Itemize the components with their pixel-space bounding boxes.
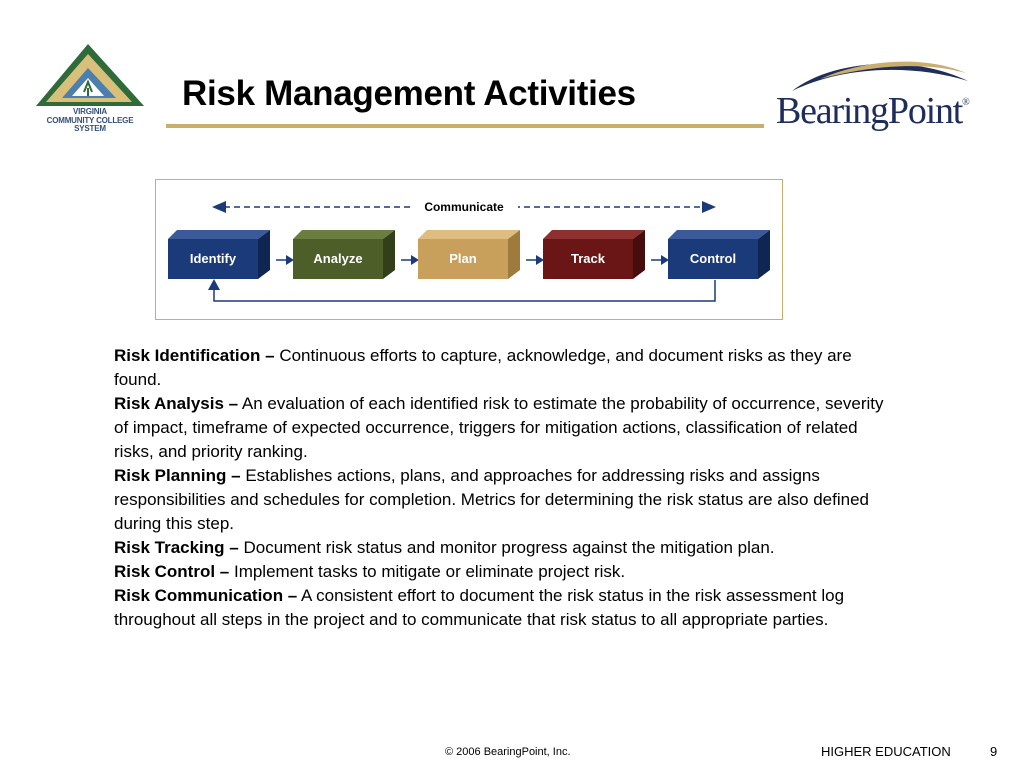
definition-tracking (114, 536, 884, 560)
feedback-loop-line (214, 280, 715, 301)
title-underline (166, 124, 764, 128)
definition-term: Risk Tracking – (114, 538, 239, 557)
step-label: Plan (418, 239, 508, 279)
step-plan (418, 230, 508, 279)
step-analyze (293, 230, 383, 279)
step-label: Track (543, 239, 633, 279)
definition-text: Establishes actions, plans, and approaches for addressing risks and assigns responsibilities and schedules for completion. Metrics for determining the risk status are also defined during this step. (114, 466, 869, 533)
definition-text: Implement tasks to mitigate or eliminate project risk. (229, 562, 626, 581)
bearingpoint-wordmark: BearingPoint® (776, 90, 970, 132)
vccs-logo (28, 42, 152, 144)
footer-section: HIGHER EDUCATION (821, 744, 951, 759)
footer-copyright: © 2006 BearingPoint, Inc. (445, 746, 571, 758)
definition-text: Continuous efforts to capture, acknowledge, and document risks as they are found. (114, 346, 852, 389)
definition-analysis (114, 392, 884, 464)
risk-process-diagram (155, 179, 783, 320)
definition-term: Risk Communication – (114, 586, 298, 605)
definition-text: An evaluation of each identified risk to estimate the probability of occurrence, severity of impact, timeframe of expected occurrence, triggers for mitigation actions, classification of related risks, and priority ranking. (114, 394, 884, 461)
definition-term: Risk Analysis – (114, 394, 239, 413)
definition-identification (114, 344, 884, 392)
definition-term: Risk Planning – (114, 466, 241, 485)
definition-control (114, 560, 884, 584)
step-label: Control (668, 239, 758, 279)
step-label: Analyze (293, 239, 383, 279)
definition-communication (114, 584, 884, 632)
vccs-logo-text: VIRGINIA COMMUNITY COLLEGE SYSTEM (46, 107, 134, 133)
step-label: Identify (168, 239, 258, 279)
page-title: Risk Management Activities (182, 74, 636, 113)
communicate-label: Communicate (410, 200, 518, 214)
step-track (543, 230, 633, 279)
page-number: 9 (990, 744, 998, 759)
definition-text: Document risk status and monitor progress against the mitigation plan. (238, 538, 775, 557)
step-control (668, 230, 758, 279)
step-identify (168, 230, 258, 279)
definition-text: A consistent effort to document the risk status in the risk assessment log throughout all steps in the project and to communicate that risk status to all appropriate parties. (114, 586, 845, 629)
vccs-triangle-icon (32, 42, 148, 110)
arrow-right-icon (702, 201, 716, 213)
risk-definitions (114, 344, 884, 632)
definition-term: Risk Identification – (114, 346, 275, 365)
bearingpoint-logo (770, 55, 980, 135)
definition-planning (114, 464, 884, 536)
definition-term: Risk Control – (114, 562, 230, 581)
arrow-up-icon (208, 279, 220, 290)
arrow-left-icon (212, 201, 226, 213)
